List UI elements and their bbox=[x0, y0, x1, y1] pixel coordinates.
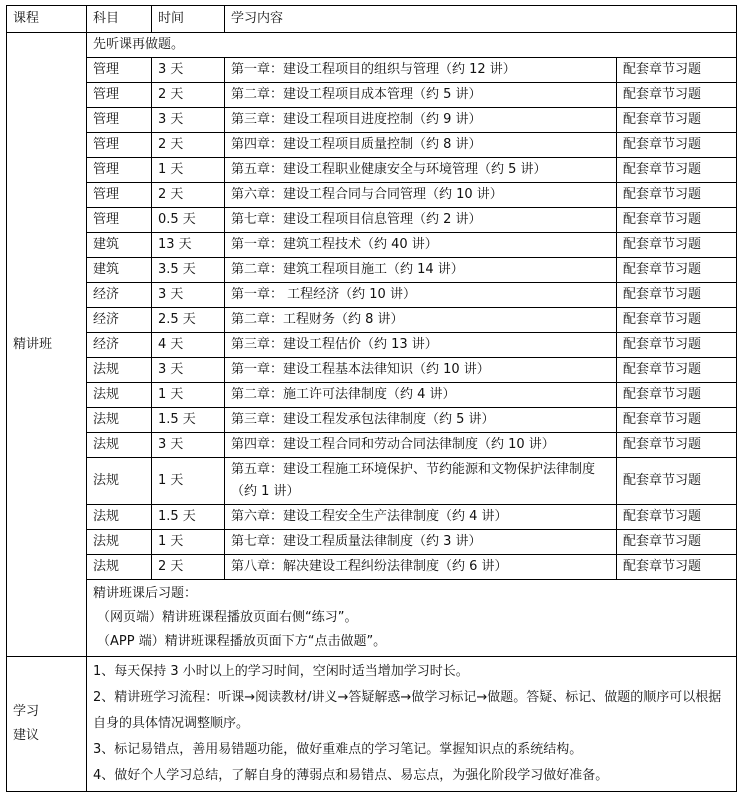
subject-cell: 管理 bbox=[87, 133, 152, 158]
table-row bbox=[7, 108, 737, 133]
time-cell: 2 天 bbox=[152, 555, 225, 580]
content-cell: 第六章：建设工程安全生产法律制度（约 4 讲） bbox=[225, 505, 617, 530]
subject-cell: 管理 bbox=[87, 58, 152, 83]
table-row bbox=[7, 158, 737, 183]
subject-cell: 法规 bbox=[87, 433, 152, 458]
exercise-link: 配套章节习题 bbox=[617, 258, 737, 283]
time-cell: 4 天 bbox=[152, 333, 225, 358]
subject-cell: 管理 bbox=[87, 208, 152, 233]
after-class-line: （网页端）精讲班课程播放页面右侧“练习”。 bbox=[97, 610, 358, 625]
course-label-jingjiang: 精讲班 bbox=[7, 33, 87, 657]
time-cell: 3 天 bbox=[152, 358, 225, 383]
exercise-link: 配套章节习题 bbox=[617, 458, 737, 505]
exercise-link: 配套章节习题 bbox=[617, 505, 737, 530]
content-cell: 第五章：建设工程职业健康安全与环境管理（约 5 讲） bbox=[225, 158, 617, 183]
time-cell: 2 天 bbox=[152, 83, 225, 108]
table-row bbox=[7, 555, 737, 580]
table-row bbox=[7, 308, 737, 333]
time-cell: 13 天 bbox=[152, 233, 225, 258]
content-cell: 第七章：建设工程质量法律制度（约 3 讲） bbox=[225, 530, 617, 555]
table-row bbox=[7, 33, 737, 58]
time-cell: 3.5 天 bbox=[152, 258, 225, 283]
table-body bbox=[7, 33, 737, 792]
advice-label-line: 学习 bbox=[13, 704, 40, 719]
exercise-link: 配套章节习题 bbox=[617, 183, 737, 208]
table-row bbox=[7, 580, 737, 657]
content-cell: 第三章：建设工程项目进度控制（约 9 讲） bbox=[225, 108, 617, 133]
header-subject: 科目 bbox=[87, 6, 152, 33]
header-content: 学习内容 bbox=[225, 6, 737, 33]
subject-cell: 法规 bbox=[87, 530, 152, 555]
time-cell: 3 天 bbox=[152, 108, 225, 133]
content-cell: 第八章：解决建设工程纠纷法律制度（约 6 讲） bbox=[225, 555, 617, 580]
exercise-link: 配套章节习题 bbox=[617, 433, 737, 458]
subject-cell: 法规 bbox=[87, 458, 152, 505]
exercise-link: 配套章节习题 bbox=[617, 358, 737, 383]
content-cell: 第三章：建设工程估价（约 13 讲） bbox=[225, 333, 617, 358]
exercise-link: 配套章节习题 bbox=[617, 108, 737, 133]
content-cell: 第二章：建筑工程项目施工（约 14 讲） bbox=[225, 258, 617, 283]
time-cell: 1.5 天 bbox=[152, 505, 225, 530]
table-row bbox=[7, 133, 737, 158]
time-cell: 2 天 bbox=[152, 183, 225, 208]
table-row bbox=[7, 408, 737, 433]
time-cell: 2.5 天 bbox=[152, 308, 225, 333]
time-cell: 3 天 bbox=[152, 58, 225, 83]
advice-content bbox=[87, 657, 737, 792]
time-cell: 3 天 bbox=[152, 433, 225, 458]
table-row bbox=[7, 258, 737, 283]
after-class-line: （APP 端）精讲班课程播放页面下方“点击做题”。 bbox=[97, 634, 387, 649]
time-cell: 1 天 bbox=[152, 458, 225, 505]
exercise-link: 配套章节习题 bbox=[617, 133, 737, 158]
exercise-link: 配套章节习题 bbox=[617, 308, 737, 333]
table-row bbox=[7, 183, 737, 208]
study-plan-table bbox=[6, 5, 737, 792]
content-cell: 第二章：建设工程项目成本管理（约 5 讲） bbox=[225, 83, 617, 108]
subject-cell: 经济 bbox=[87, 283, 152, 308]
subject-cell: 建筑 bbox=[87, 258, 152, 283]
course-label-advice bbox=[7, 657, 87, 792]
exercise-link: 配套章节习题 bbox=[617, 233, 737, 258]
advice-item: 4、做好个人学习总结，了解自身的薄弱点和易错点、易忘点，为强化阶段学习做好准备。 bbox=[93, 768, 609, 783]
content-cell: 第七章：建设工程项目信息管理（约 2 讲） bbox=[225, 208, 617, 233]
time-cell: 1 天 bbox=[152, 530, 225, 555]
table-row bbox=[7, 83, 737, 108]
exercise-link: 配套章节习题 bbox=[617, 383, 737, 408]
content-cell: 第二章：施工许可法律制度（约 4 讲） bbox=[225, 383, 617, 408]
advice-label-line: 建议 bbox=[13, 728, 40, 743]
subject-cell: 法规 bbox=[87, 358, 152, 383]
subject-cell: 管理 bbox=[87, 183, 152, 208]
table-row bbox=[7, 433, 737, 458]
exercise-link: 配套章节习题 bbox=[617, 333, 737, 358]
table-row bbox=[7, 333, 737, 358]
table-row bbox=[7, 505, 737, 530]
time-cell: 3 天 bbox=[152, 283, 225, 308]
header-course: 课程 bbox=[7, 6, 87, 33]
time-cell: 0.5 天 bbox=[152, 208, 225, 233]
content-cell: 第四章：建设工程合同和劳动合同法律制度（约 10 讲） bbox=[225, 433, 617, 458]
exercise-link: 配套章节习题 bbox=[617, 408, 737, 433]
content-cell: 第二章：工程财务（约 8 讲） bbox=[225, 308, 617, 333]
after-class-line: 精讲班课后习题： bbox=[93, 586, 198, 601]
subject-cell: 经济 bbox=[87, 308, 152, 333]
subject-cell: 法规 bbox=[87, 408, 152, 433]
advice-item: 3、标记易错点，善用易错题功能，做好重难点的学习笔记。掌握知识点的系统结构。 bbox=[93, 742, 583, 757]
time-cell: 1.5 天 bbox=[152, 408, 225, 433]
time-cell: 1 天 bbox=[152, 158, 225, 183]
subject-cell: 管理 bbox=[87, 83, 152, 108]
content-cell: 第一章： 工程经济（约 10 讲） bbox=[225, 283, 617, 308]
time-cell: 2 天 bbox=[152, 133, 225, 158]
table-row bbox=[7, 458, 737, 505]
exercise-link: 配套章节习题 bbox=[617, 208, 737, 233]
table-row bbox=[7, 530, 737, 555]
header-time: 时间 bbox=[152, 6, 225, 33]
exercise-link: 配套章节习题 bbox=[617, 555, 737, 580]
advice-item: 2、精讲班学习流程：听课→阅读教材/讲义→答疑解惑→做学习标记→做题。答疑、标记、做题的顺序可以根据自身的具体情况调整顺序。 bbox=[93, 690, 722, 731]
time-cell: 1 天 bbox=[152, 383, 225, 408]
exercise-link: 配套章节习题 bbox=[617, 83, 737, 108]
content-cell: 第一章：建设工程基本法律知识（约 10 讲） bbox=[225, 358, 617, 383]
content-cell: 第一章：建设工程项目的组织与管理（约 12 讲） bbox=[225, 58, 617, 83]
table-header-row bbox=[7, 6, 737, 33]
subject-cell: 建筑 bbox=[87, 233, 152, 258]
table-row bbox=[7, 358, 737, 383]
content-cell: 第四章：建设工程项目质量控制（约 8 讲） bbox=[225, 133, 617, 158]
jingjiang-intro: 先听课再做题。 bbox=[87, 33, 737, 58]
subject-cell: 管理 bbox=[87, 158, 152, 183]
exercise-link: 配套章节习题 bbox=[617, 158, 737, 183]
table-row bbox=[7, 657, 737, 792]
content-cell: 第三章：建设工程发承包法律制度（约 5 讲） bbox=[225, 408, 617, 433]
subject-cell: 管理 bbox=[87, 108, 152, 133]
content-cell: 第一章：建筑工程技术（约 40 讲） bbox=[225, 233, 617, 258]
exercise-link: 配套章节习题 bbox=[617, 58, 737, 83]
table-row bbox=[7, 233, 737, 258]
table-row bbox=[7, 383, 737, 408]
subject-cell: 经济 bbox=[87, 333, 152, 358]
subject-cell: 法规 bbox=[87, 505, 152, 530]
table-row bbox=[7, 58, 737, 83]
exercise-link: 配套章节习题 bbox=[617, 283, 737, 308]
advice-item: 1、每天保持 3 小时以上的学习时间，空闲时适当增加学习时长。 bbox=[93, 664, 469, 679]
table-row bbox=[7, 283, 737, 308]
subject-cell: 法规 bbox=[87, 383, 152, 408]
subject-cell: 法规 bbox=[87, 555, 152, 580]
after-class-notes bbox=[87, 580, 737, 657]
content-cell: 第五章：建设工程施工环境保护、节约能源和文物保护法律制度（约 1 讲） bbox=[225, 458, 617, 505]
content-cell: 第六章：建设工程合同与合同管理（约 10 讲） bbox=[225, 183, 617, 208]
exercise-link: 配套章节习题 bbox=[617, 530, 737, 555]
table-row bbox=[7, 208, 737, 233]
